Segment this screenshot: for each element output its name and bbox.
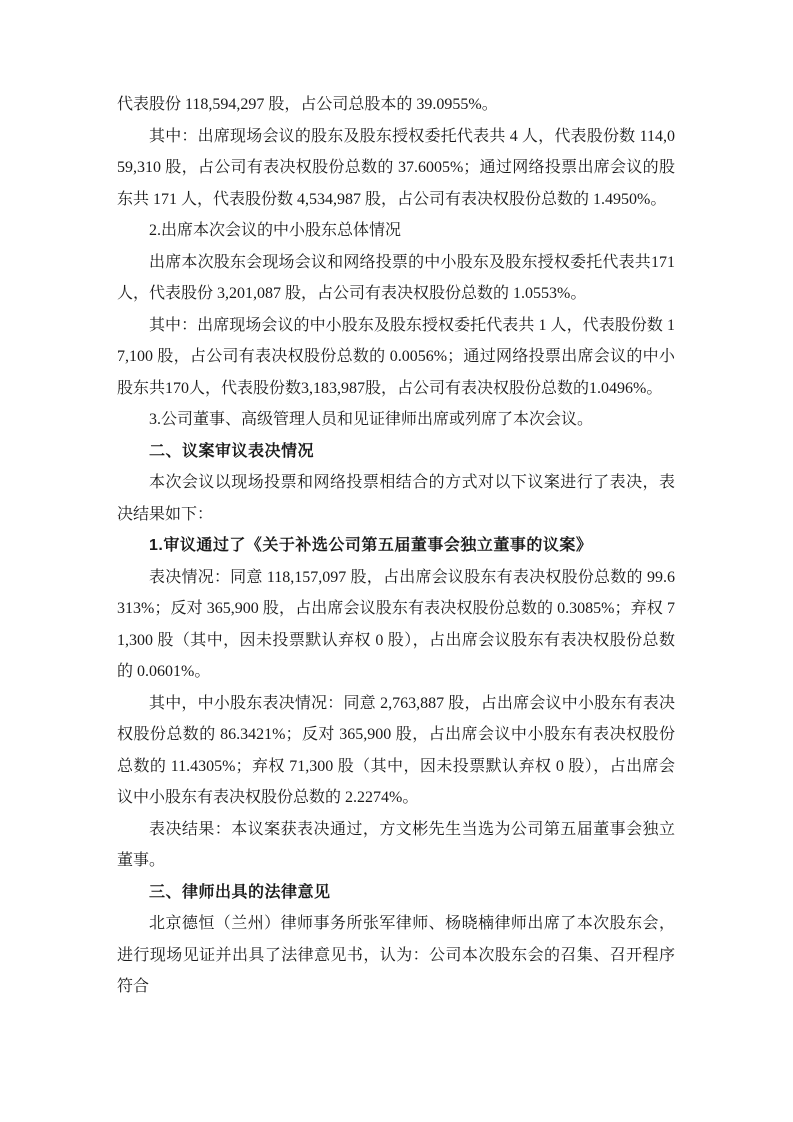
section-heading-legal-opinion: 三、律师出具的法律意见 (149, 883, 331, 901)
paragraph-minor-shareholders-breakdown: 其中：出席现场会议的中小股东及股东授权委托代表共 1 人，代表股份数 17,100 股，占公司有表决权股份总数的 0.0056%；通过网络投票出席会议的中小股东共170人，代表股份数3,183,987股，占公司有表决权股份总数的1.0496%。 (117, 316, 675, 397)
paragraph-voting-method: 本次会议以现场投票和网络投票相结合的方式对以下议案进行了表决，表决结果如下： (117, 474, 675, 523)
paragraph-attendees-directors: 3.公司董事、高级管理人员和见证律师出席或列席了本次会议。 (149, 411, 594, 428)
paragraph-minor-shareholders-overview-title: 2.出席本次会议的中小股东总体情况 (149, 222, 402, 239)
paragraph-total-shares: 代表股份 118,594,297 股，占公司总股本的 39.0955%。 (117, 96, 498, 113)
section-heading-voting-results: 二、议案审议表决情况 (149, 442, 315, 460)
paragraph-onsite-network-breakdown: 其中：出席现场会议的股东及股东授权委托代表共 4 人，代表股份数 114,059,310 股，占公司有表决权股份总数的 37.6005%；通过网络投票出席会议的股东共 171 人，代表股份数 4,534,987 股，占公司有表决权股份总数的 1.4950%。 (117, 127, 675, 208)
document-body (117, 89, 675, 1003)
paragraph-voting-result-all-shareholders: 表决情况：同意 118,157,097 股，占出席会议股东有表决权股份总数的 99.6313%；反对 365,900 股，占出席会议股东有表决权股份总数的 0.3085%；弃权 71,300 股（其中，因未投票默认弃权 0 股），占出席会议股东有表决权股份总数的 0.0601%。 (117, 568, 675, 680)
paragraph-voting-result-minor-shareholders: 其中，中小股东表决情况：同意 2,763,887 股，占出席会议中小股东有表决权股份总数的 86.3421%；反对 365,900 股，占出席会议中小股东有表决权股份总数的 11.4305%；弃权 71,300 股（其中，因未投票默认弃权 0 股），占出席会议中小股东有表决权股份总数的 2.2274%。 (117, 694, 675, 806)
paragraph-legal-opinion: 北京德恒（兰州）律师事务所张军律师、杨晓楠律师出席了本次股东会，进行现场见证并出具了法律意见书，认为：公司本次股东会的召集、召开程序符合 (117, 915, 675, 995)
paragraph-voting-conclusion: 表决结果：本议案获表决通过，方文彬先生当选为公司第五届董事会独立董事。 (117, 820, 675, 869)
proposal-heading-independent-director: 1.审议通过了《关于补选公司第五届董事会独立董事的议案》 (149, 537, 593, 554)
paragraph-minor-shareholders-total: 出席本次股东会现场会议和网络投票的中小股东及股东授权委托代表共171人，代表股份 3,201,087 股，占公司有表决权股份总数的 1.0553%。 (117, 253, 675, 302)
